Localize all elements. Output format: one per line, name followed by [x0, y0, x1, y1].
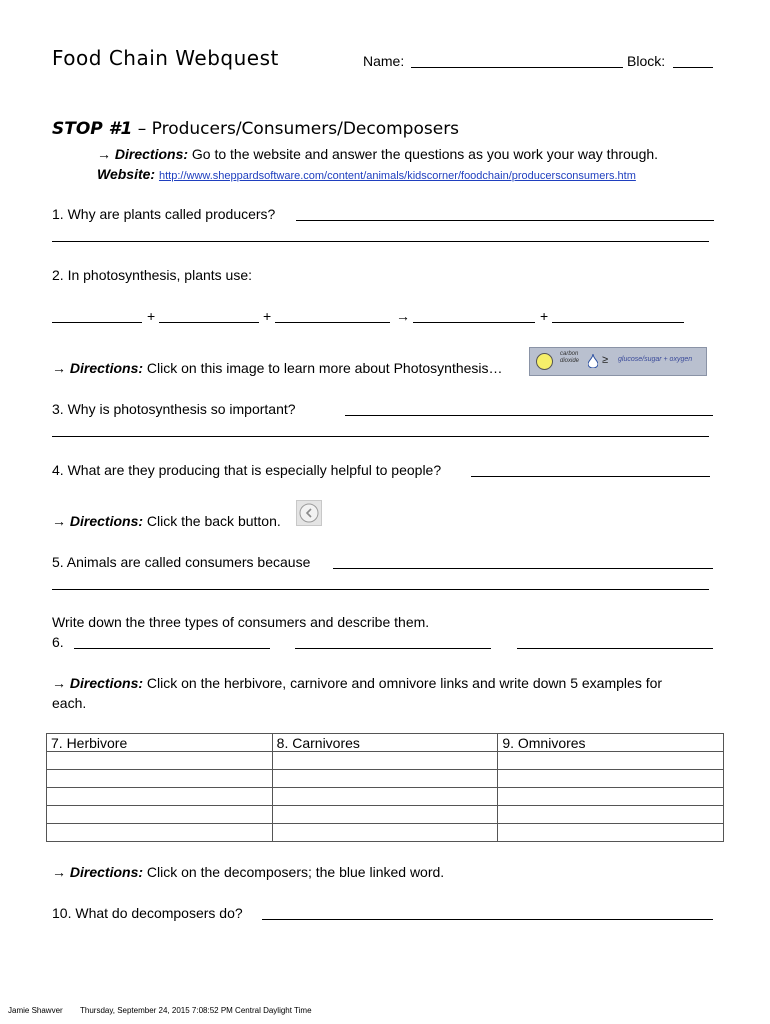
photosynthesis-output-label: glucose/sugar + oxygen	[618, 356, 693, 363]
answer-line-1a[interactable]	[296, 220, 714, 221]
plus-sign-3: +	[540, 308, 549, 324]
answer-line-5a[interactable]	[333, 568, 713, 569]
yields-arrow-icon: →	[396, 308, 410, 324]
directions-text: Click on the decomposers; the blue linked word.	[143, 864, 445, 880]
stop-dash: –	[132, 119, 152, 139]
table-cell[interactable]	[498, 752, 724, 770]
table-cell[interactable]	[498, 806, 724, 824]
table-row	[47, 806, 724, 824]
consumer-type-1[interactable]	[74, 648, 270, 649]
table-cell[interactable]	[498, 770, 724, 788]
answer-line-5b[interactable]	[52, 589, 709, 590]
table-cell[interactable]	[498, 788, 724, 806]
table-row	[47, 752, 724, 770]
question-10: 10. What do decomposers do?	[52, 905, 243, 921]
photosynthesis-output-2[interactable]	[552, 322, 684, 323]
stop-label: STOP #1	[52, 119, 133, 139]
carbon-word: carbon	[560, 351, 579, 357]
footer-author: Jamie Shawver	[8, 1006, 63, 1015]
directions-text: Go to the website and answer the questions as you work your way through.	[188, 146, 659, 162]
arrow-icon: →	[52, 360, 66, 376]
directions-decomposers	[52, 864, 444, 880]
dioxide-word: dioxide	[560, 358, 580, 364]
directions-back	[52, 513, 281, 529]
table-cell[interactable]	[272, 770, 498, 788]
photosynthesis-output-1[interactable]	[413, 322, 535, 323]
block-label: Block:	[627, 53, 666, 69]
photosynthesis-input-1[interactable]	[52, 322, 142, 323]
question-2: 2. In photosynthesis, plants use:	[52, 267, 253, 283]
directions-label: Directions:	[114, 146, 189, 162]
arrow-icon: →	[52, 513, 66, 529]
question-1: 1. Why are plants called producers?	[52, 206, 276, 222]
omnivores-header: 9. Omnivores	[498, 734, 724, 752]
arrow-icon: →	[97, 146, 111, 162]
stop-subtitle: Producers/Consumers/Decomposers	[151, 119, 460, 139]
directions-label: Directions:	[69, 864, 144, 880]
answer-line-4[interactable]	[471, 476, 710, 477]
table-header-row	[47, 734, 724, 752]
carnivores-header: 8. Carnivores	[272, 734, 498, 752]
water-drop-icon	[588, 354, 598, 368]
answer-line-10[interactable]	[262, 919, 713, 920]
directions-links	[52, 675, 662, 691]
carbon-dioxide-label	[560, 351, 579, 365]
directions-text: Click the back button.	[143, 513, 281, 529]
table-cell[interactable]	[47, 824, 273, 842]
table-cell[interactable]	[498, 824, 724, 842]
directions-label: Directions:	[69, 360, 144, 376]
table-cell[interactable]	[47, 806, 273, 824]
website-link[interactable]: http://www.sheppardsoftware.com/content/animals/kidscorner/foodchain/producersconsumers.htm	[158, 170, 636, 182]
table-cell[interactable]	[272, 824, 498, 842]
table-row	[47, 788, 724, 806]
directions-label: Directions:	[69, 675, 144, 691]
produces-arrow-icon: ≥	[602, 354, 609, 366]
consumer-types-instruction: Write down the three types of consumers and describe them.	[52, 614, 430, 630]
answer-line-3a[interactable]	[345, 415, 713, 416]
back-arrow-icon	[297, 501, 321, 525]
table-cell[interactable]	[47, 752, 273, 770]
block-field[interactable]	[673, 67, 713, 68]
herbivore-header: 7. Herbivore	[47, 734, 273, 752]
arrow-icon: →	[52, 675, 66, 691]
footer-timestamp: Thursday, September 24, 2015 7:08:52 PM Central Daylight Time	[80, 1006, 312, 1015]
directions-text: Click on the herbivore, carnivore and omnivore links and write down 5 examples for	[143, 675, 663, 691]
table-cell[interactable]	[272, 788, 498, 806]
question-4: 4. What are they producing that is especially helpful to people?	[52, 462, 442, 478]
table-row	[47, 824, 724, 842]
question-6: 6.	[52, 634, 64, 650]
answer-line-1b[interactable]	[52, 241, 709, 242]
directions-intro	[97, 146, 658, 162]
back-button-icon[interactable]	[296, 500, 322, 526]
stop-heading	[52, 119, 459, 139]
table-row	[47, 770, 724, 788]
arrow-icon: →	[52, 864, 66, 880]
table-cell[interactable]	[47, 788, 273, 806]
question-5: 5. Animals are called consumers because	[52, 554, 311, 570]
directions-text: Click on this image to learn more about Photosynthesis…	[143, 360, 503, 376]
table-cell[interactable]	[47, 770, 273, 788]
name-label: Name:	[363, 53, 405, 69]
photosynthesis-image[interactable]	[529, 347, 707, 376]
table-cell[interactable]	[272, 806, 498, 824]
answer-line-3b[interactable]	[52, 436, 709, 437]
website-label: Website:	[97, 166, 156, 182]
question-3: 3. Why is photosynthesis so important?	[52, 401, 296, 417]
plus-sign-2: +	[263, 308, 272, 324]
name-field[interactable]	[411, 67, 623, 68]
directions-photosynthesis	[52, 360, 503, 376]
sun-icon	[536, 353, 553, 370]
directions-links-continued: each.	[52, 695, 87, 711]
examples-table	[46, 733, 724, 842]
consumer-type-2[interactable]	[295, 648, 491, 649]
website-line	[97, 166, 636, 182]
table-cell[interactable]	[272, 752, 498, 770]
photosynthesis-input-3[interactable]	[275, 322, 390, 323]
plus-sign-1: +	[147, 308, 156, 324]
consumer-type-3[interactable]	[517, 648, 713, 649]
photosynthesis-input-2[interactable]	[159, 322, 259, 323]
worksheet-title: Food Chain Webquest	[52, 46, 279, 70]
directions-label: Directions:	[69, 513, 144, 529]
